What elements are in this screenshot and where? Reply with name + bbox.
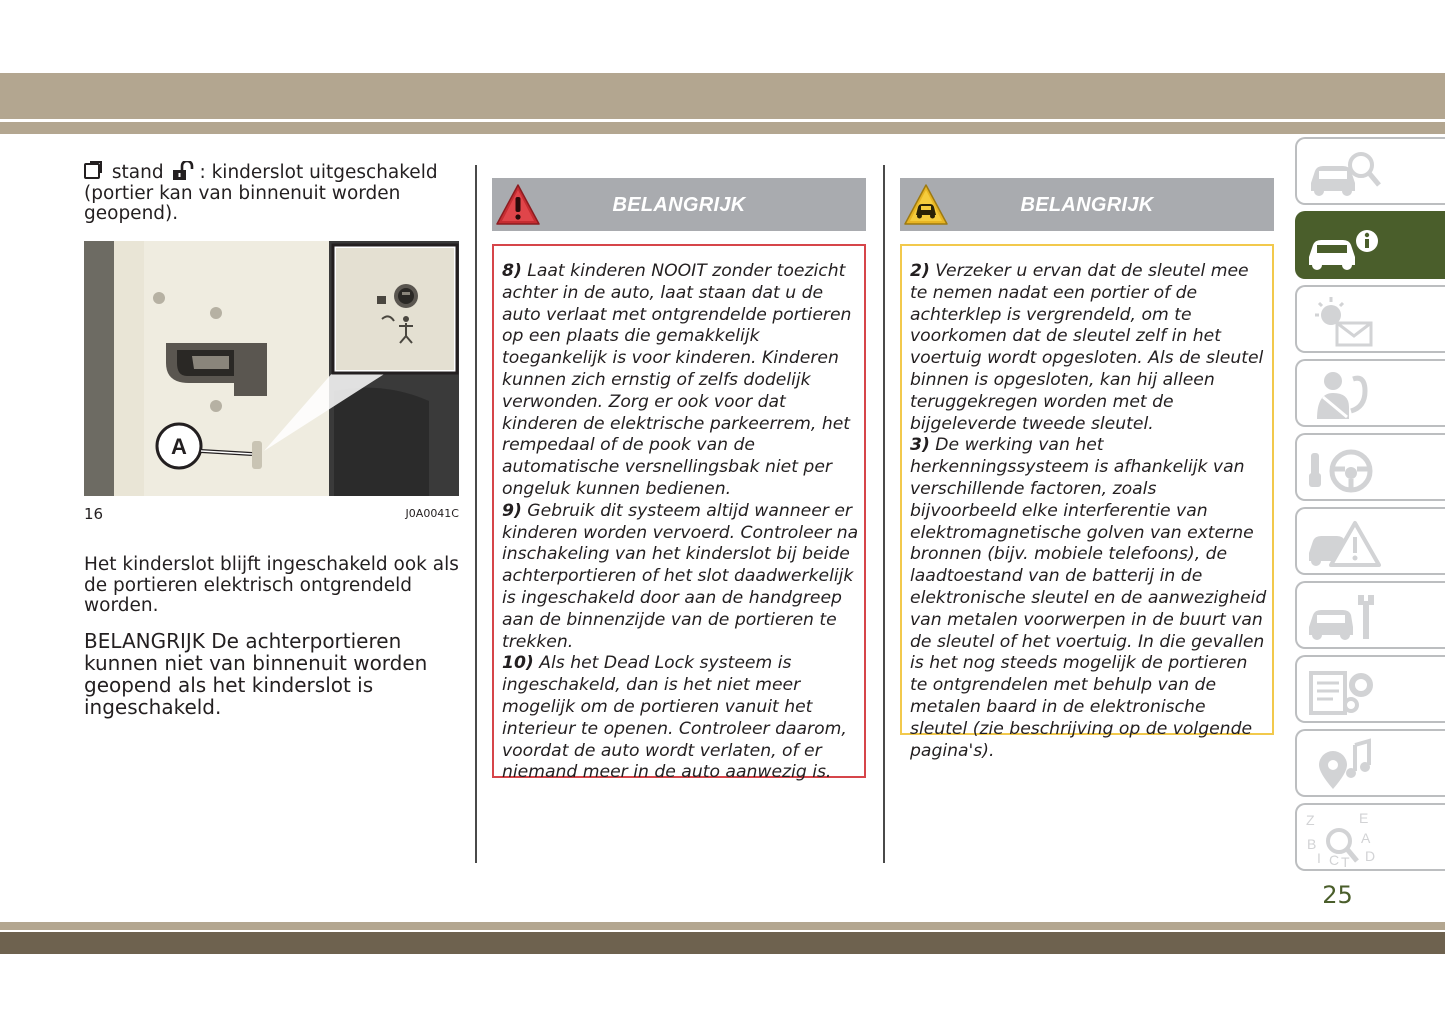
tab-starting-driving[interactable] [1295, 433, 1445, 501]
car-info-icon [1303, 219, 1383, 275]
tab-emergency[interactable] [1295, 507, 1445, 575]
warning-item: 3) De werking van het herkenningssysteem is afhankelijk van verschillende factoren, zoals bijvoorbeeld elke interferentie van elektromagnetische golven van externe bronnen (bijv. mobiele telefoons), de laadtoestand van de batterij in de elektronische sleutel en de aanwezigheid van metalen voorwerpen in de buurt van de sleutel of het voertuig. In die gevallen is het nog steeds mogelijk de portieren te ontgrendelen met behulp van de metalen baard in de elektronische sleutel (zie beschrijving op de volgende pagina's). [910, 435, 1267, 761]
warning-body-red [492, 244, 866, 783]
index-search-icon [1303, 811, 1383, 867]
warning-item: 8) Laat kinderen NOOIT zonder toezicht achter in de auto, laat staan dat u de auto verlaat met ontgrendelde portieren op een plaats die gemakkelijk toegankelijk is voor kinderen. Kinderen kunnen zich ernstig of zelfs dodelijk verwonden. Zorg er ook voor dat kinderen de elektrische parkeerrem, het rempedaal of de pook van de automatische versnellingsbak niet per ongeluk kunnen bedienen. [502, 261, 852, 499]
svg-text:B: B [1307, 836, 1317, 852]
unlocked-padlock-icon [172, 161, 196, 181]
paragraph-electric-unlock: Het kinderslot blijft ingeschakeld ook als de portieren elektrisch ontgrendeld worden. [84, 554, 459, 616]
tab-maintenance[interactable] [1295, 581, 1445, 649]
top-band [0, 73, 1445, 119]
warning-header-red [492, 178, 866, 231]
car-search-icon [1303, 145, 1383, 201]
top-band-thin [0, 122, 1445, 134]
tab-multimedia[interactable] [1295, 729, 1445, 797]
figure-code: J0A0041C [405, 507, 459, 520]
svg-text:A: A [1361, 830, 1371, 846]
svg-text:C: C [1329, 852, 1340, 867]
svg-text:E: E [1359, 811, 1369, 826]
svg-text:T: T [1341, 854, 1350, 867]
figure-number: 16 [84, 505, 104, 523]
media-music-icon [1303, 737, 1383, 793]
steering-wheel-icon [1303, 441, 1383, 497]
car-warning-icon [1303, 515, 1383, 571]
tab-lights-messages[interactable] [1295, 285, 1445, 353]
child-lock-photo [84, 241, 459, 496]
paragraph-important: BELANGRIJK De achterportieren kunnen niet van binnenuit worden geopend als het kinderslot is ingeschakeld. [84, 629, 428, 719]
svg-text:D: D [1365, 848, 1376, 864]
light-message-icon [1303, 293, 1383, 349]
child-lock-off-text: stand : kinderslot uitgeschakeld (portier kan van binnenuit worden geopend). [84, 162, 438, 224]
bottom-band [0, 932, 1445, 954]
warning-title: BELANGRIJK [612, 194, 746, 216]
tab-car-search[interactable] [1295, 137, 1445, 205]
airbag-seat-icon [1303, 367, 1383, 423]
car-wrench-icon [1303, 589, 1383, 645]
column-divider [475, 165, 477, 863]
column-divider [883, 165, 885, 863]
tab-technical-data[interactable] [1295, 655, 1445, 723]
tab-index[interactable] [1295, 803, 1445, 871]
callout-label-a: A [171, 434, 187, 459]
page-ref-icon [84, 163, 100, 179]
warning-body-yellow [900, 244, 1274, 761]
bottom-band-thin [0, 922, 1445, 930]
svg-text:Z: Z [1306, 812, 1315, 828]
tab-car-info[interactable] [1295, 211, 1445, 279]
tab-safety[interactable] [1295, 359, 1445, 427]
warning-header-yellow [900, 178, 1274, 231]
svg-text:I: I [1317, 850, 1321, 866]
specs-gear-icon [1303, 663, 1383, 719]
page-number: 25 [1322, 881, 1353, 909]
warning-item: 9) Gebruik dit systeem altijd wanneer er kinderen worden vervoerd. Controleer na inschakeling van het kinderslot bij beide achterportieren of het slot daadwerkelijk is ingeschakeld door aan de handgreep aan de binnenzijde van de portieren te trekken. [502, 500, 859, 652]
warning-item: 2) Verzeker u ervan dat de sleutel mee te nemen nadat een portier of de achterklep is vergrendeld, om te voorkomen dat de sleutel zelf in het voertuig wordt opgesloten. Als de sleutel binnen is opgesloten, kan hij alleen teruggekregen worden met de bijgeleverde tweede sleutel. [910, 261, 1264, 434]
warning-item: 10) Als het Dead Lock systeem is ingeschakeld, dan is het niet meer mogelijk om de portieren vanuit het interieur te openen. Controleer daarom, voordat de auto wordt verlaten, of er niemand meer in de auto aanwezig is. [502, 653, 847, 783]
warning-title: BELANGRIJK [1020, 194, 1154, 216]
